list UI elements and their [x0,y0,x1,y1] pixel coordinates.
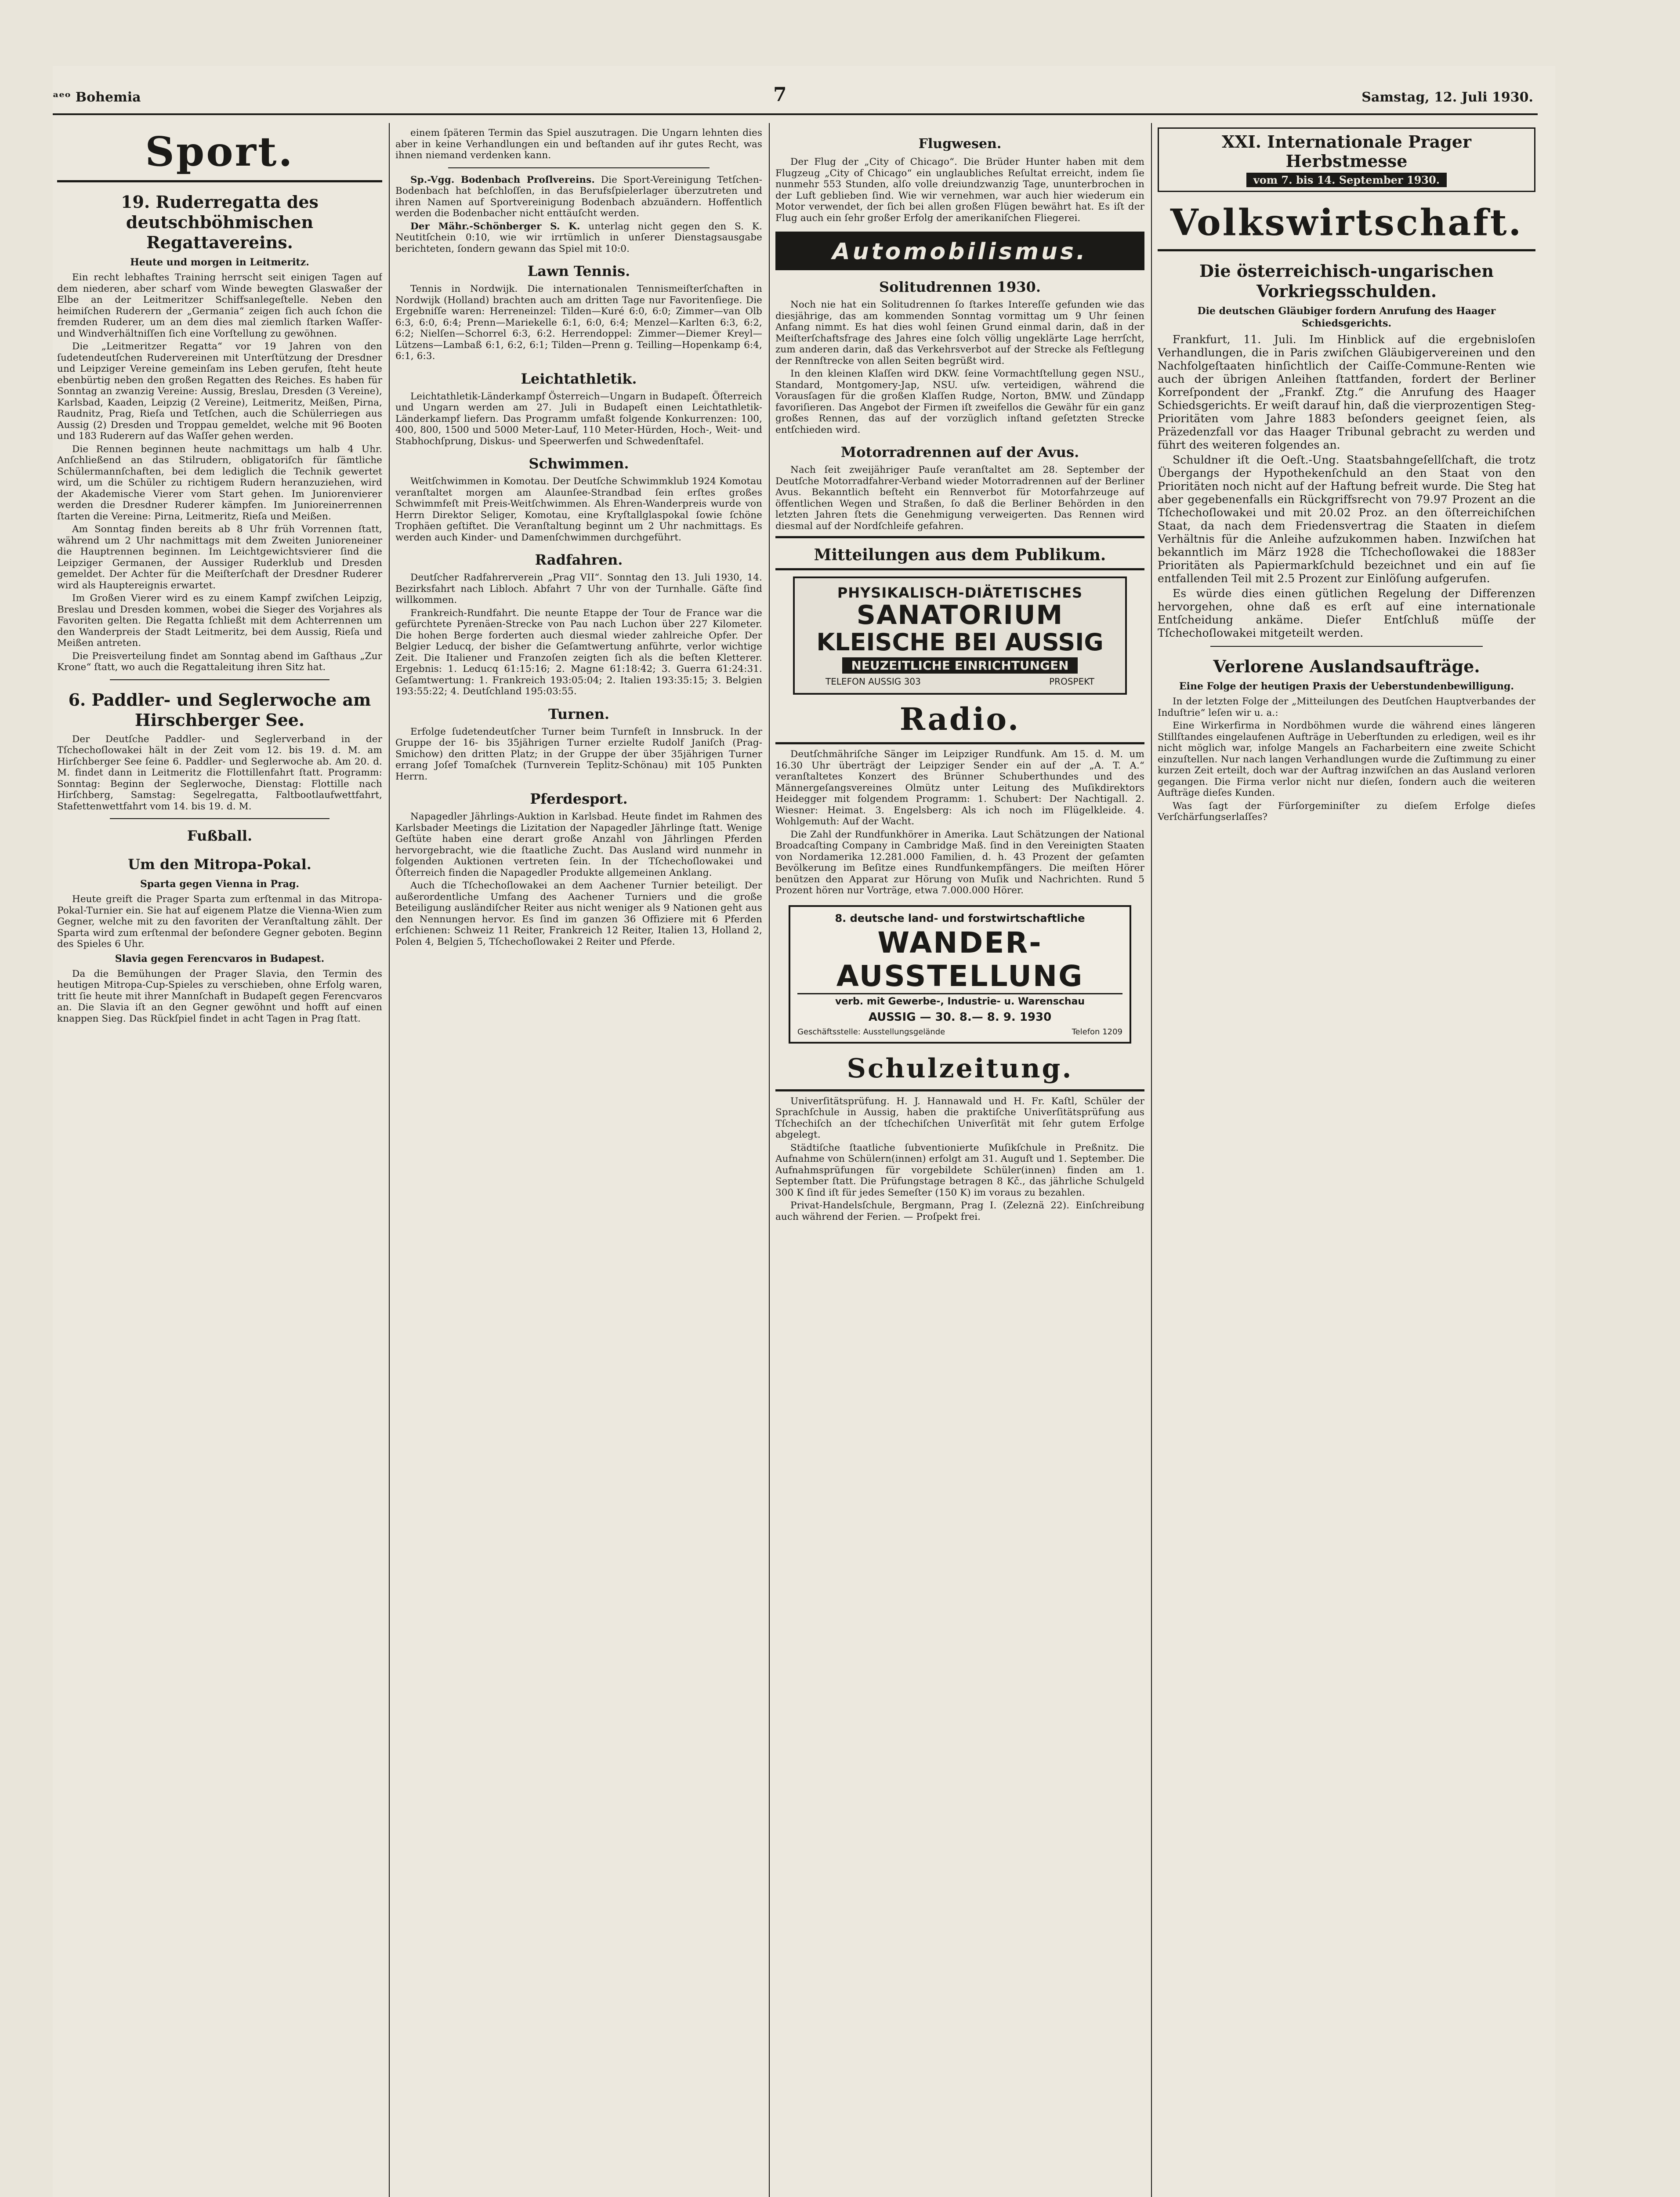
article-title: Um den Mitropa-Pokal. [128,856,311,873]
ad-headline: XXI. Internationale Prager Herbstmesse [1221,132,1471,171]
article-paragraph: Die Rennen beginnen heute nachmittags um halb 4 Uhr. Anſchließend an das Stilrudern, obligatoriſch für ſämtliche Schülermannſchaften, bei dem lediglich die Technik gewertet wird, um die Schüler zu richtigem Rudern heranzuziehen, wird der Akademische Vierer vom Start gehen. Im Juniorenvierer werden die Dresdner Ruderer kämpfen. Im Junioreinerrennen ſtarten die Vereine: Pirna, Leitmeritz, Rieſa und Meißen. [57,443,382,522]
separator [110,818,329,819]
subsection-title-flugwesen: Flugwesen. [918,136,1002,152]
article-title: Verlorene Auslandsaufträge. [1213,656,1480,676]
article-paragraph: Tennis in Nordwijk. Die internationalen Tennismeiſterſchaften in Nordwijk (Holland) brachten auch am dritten Tage nur Favoritenſiege. Die Ergebniſſe waren: Herreneinzel: Tilden—Kuré 6:0, 6:0; Zimmer—van Olb 6:3, 6:0, 6:4; Prenn—Mariekelle 6:1, 6:0, 6:4; Menzel—Karlten 6:3, 6:2, 6:2; Nielſen—Schorrel 6:3, 6:2. Herrendoppel: Zimmer—Diemer Kreyl—Lützens—Lambaß 6:1, 6:2, 6:1; Tilden—Prenn g. Teilling—Hopenkamp 6:4, 6:1, 6:3. [395,283,762,362]
article-paragraph: Im Großen Vierer wird es zu einem Kampf zwiſchen Leipzig, Breslau und Dresden kommen, wobei die Sieger des Vorjahres als Favoriten gelten. Die Regatta ſchließt mit dem Achterrennen um den Wanderpreis der Stadt Leitmeritz, bei dem Aussig, Rieſa und Meißen antreten. [57,593,382,649]
ad-headline: SANATORIUM [856,600,1064,631]
subsection-title: Pferdesport. [530,790,628,807]
column-sport-continued [395,127,762,2197]
section-rule [775,536,1144,538]
section-rule [775,742,1144,744]
article-paragraph: Was ſagt der Fürſorgeminiſter zu dieſem Erfolge dieſes Verſchärfungserlaſſes? [1158,800,1535,823]
automobilismus-banner [775,232,1144,270]
ad-footer [797,1027,1122,1037]
wanderausstellung-advertisement[interactable] [789,905,1131,1044]
column-sport [57,127,382,2197]
column-divider [1151,123,1152,2197]
ad-prospekt: PROSPEKT [1049,676,1094,687]
banner-title: Automobilismus. [832,239,1088,265]
article-subtitle: Eine Folge der heutigen Praxis der Ueberstundenbewilligung. [1179,681,1514,692]
column-volkswirtschaft [1158,127,1535,2197]
separator [1210,646,1483,647]
section-rule [57,180,382,182]
article-paragraph: Deutſchmähriſche Sänger im Leipziger Rundfunk. Am 15. d. M. um 16.30 Uhr überträgt der Leipziger Sender ein auf der „A. T. A.“ veranſtaltetes Konzert des Brünner Schuberthundes und des Männergeſangsvereines Olmütz unter Leitung des Muſikdirektors Heidegger mit folgendem Programm: 1. Schubert: Der Nachtigall. 2. Wiesner: Heimat. 3. Engelsberg: Als ich noch im Flügelkleide. 4. Wohlgemuth: Auf der Wacht. [775,749,1144,827]
separator [448,167,710,168]
ad-line: PHYSIKALISCH-DIÄTETISCHES [837,584,1083,601]
article-title: Slavia gegen Ferencvaros in Budapest. [115,953,325,964]
article-paragraph: Noch nie hat ein Solitudrennen ſo ſtarkes Intereſſe gefunden wie das diesjährige, das am kommenden Sonntag vormittag um 9 Uhr ſeinen Anfang nimmt. Es hat dies wohl ſeinen Grund einmal darin, daß in der Meiſterſchaftsfrage des Jahres eine ſolch völlig ungeklärte Lage herrſcht, zum anderen darin, daß das Verkehrsverbot auf der Strecke als Feſtlegung der Rennſtrecke von allen Seiten begrüßt wird. [775,299,1144,366]
ad-line: 8. deutsche land- und forstwirtschaftliche [835,912,1085,924]
news-item-lead: Sp.-Vgg. Bodenbach Proſlvereins. [410,174,595,185]
section-title-radio: Radio. [899,701,1021,737]
article-paragraph: Am Sonntag finden bereits ab 8 Uhr früh Vorrennen ſtatt, während um 2 Uhr nachmittags mit dem Zweiten Junioreneiner die Hauptrennen beginnen. Im Leichtgewichtsvierer ſind die Leipziger Germanen, der Aussiger Ruderklub und Dresden gemeldet. Der Achter für die Meiſterſchaft der Dresdner Ruderer wird als Hauptereignis erwartet. [57,524,382,591]
ad-dates: vom 7. bis 14. September 1930. [1246,173,1447,187]
article-paragraph: einem ſpäteren Termin das Spiel auszutragen. Die Ungarn lehnten dies aber in keine Verhandlungen ein und beſtanden auf ihr gutes Recht, was ihnen niemand verdenken kann. [395,127,762,161]
subsection-title: Solitudrennen 1930. [879,279,1041,295]
section-rule [1158,249,1535,251]
article-paragraph: In den kleinen Klaſſen wird DKW. ſeine Vormachtſtellung gegen NSU., Standard, Montgomery-Jap, NSU. uſw. verteidigen, während die Vorausſagen für die großen Klaſſen Rudge, Norton, BMW. und Zündapp favoriſieren. Das Angebot der Firmen iſt zweifellos die Gewähr für ein ganz großes Rennen, das auf der vorzüglich inſtand geſetzten Strecke entſchieden wird. [775,368,1144,435]
news-item [395,221,762,255]
article-paragraph: Schuldner iſt die Oeſt.-Ung. Staatsbahngeſellſchaft, die trotz Übergangs der Hypothekenſchuld an den Staat von den Prioritäten noch nicht auf der Haftung befreit wurde. Die Steg hat aber gegebenenfalls ein Rückgriffsrecht von 79.97 Prozent an die Tſchechoſlowakei und mit 20.02 Proz. an den öſterreichiſchen Staat, da nach dem Friedensvertrag die Staaten in dieſem Verhältnis für die Anleihe aufzukommen haben. Inzwiſchen hat bekanntlich im März 1928 die Tſchechoſlowakei die 1883er Prioritäten als Papiermarkſchuld bezeichnet und ein auf ſie entfallenden Teil mit 2.5 Prozent zur Einlöſung aufgerufen. [1158,453,1535,585]
subsection-title: Turnen. [548,705,610,722]
article-paragraph: Weitſchwimmen in Komotau. Der Deutſche Schwimmklub 1924 Komotau veranſtaltet morgen am Alaunſee-Strandbad ſein erſtes großes Schwimmfeſt mit Preis-Weitſchwimmen. Als Ehren-Wanderpreis wurde von Herrn Direktor Seliger, Komotau, eine Kryſtallglaspokal ſowie ſchöne Trophäen geſtiftet. Die Veranſtaltung beginnt um 2 Uhr nachmittags. Es werden auch Kinder- und Damenſchwimmen durchgeführt. [395,476,762,543]
article-paragraph: Auch die Tſchechoſlowakei an dem Aachener Turnier beteiligt. Der außerordentliche Umfang des Aachener Turniers und die große Beteiligung ausländiſcher Reiter aus nicht weniger als 9 Nationen geht aus den Nennungen hervor. Es ſind im ganzen 36 Offiziere mit 6 Pferden erſchienen: Schweiz 11 Reiter, Frankreich 12 Reiter, Italien 13, Holland 2, Polen 4, Belgien 5, Tſchechoſlowakei 2 Reiter und Pferde. [395,880,762,947]
section-title-sport: Sport. [145,128,294,175]
header-publication: ᵃᵉᵒ Bohemia [53,90,141,105]
header-rule [53,113,1538,115]
article-ruderregatta [57,192,382,673]
separator [110,679,329,680]
article-paragraph: Univerſitätsprüfung. H. J. Hannawald und H. Fr. Kaſtl, Schüler der Sprachſchule in Aussig, haben die praktiſche Univerſitätsprüfung aus Tſchechiſch an der tſchechiſchen Univerſität mit ſehr gutem Erfolge abgelegt. [775,1095,1144,1140]
ad-line: KLEISCHE BEI AUSSIG [816,628,1104,656]
article-paragraph: Die Preisverteilung findet am Sonntag abend im Gaſthaus „Zur Krone“ ſtatt, wo auch die Regattaleitung ihren Sitz hat. [57,650,382,673]
section-title-schulzeitung: Schulzeitung. [847,1053,1073,1084]
article-paragraph: Frankreich-Rundfahrt. Die neunte Etappe der Tour de France war die gefürchtete Pyrenäen-Strecke von Pau nach Luchon über 227 Kilometer. Die hohen Berge forderten auch diesmal wieder zahlreiche Opfer. Der Belgier Leducq, der bisher die Geſamtwertung anführte, verlor wichtige Zeit. Die Italiener und Franzoſen zeigten ſich als die beſten Kletterer. Ergebnis: 1. Leducq 61:15:16; 2. Magne 61:18:42; 3. Guerra 61:24:31. Geſamtwertung: 1. Frankreich 193:05:04; 2. Italien 193:35:15; 3. Belgien 193:55:22; 4. Deutſchland 195:03:55. [395,607,762,697]
subsection-title-fussball: Fußball. [187,827,253,844]
article-paragraph: Es würde dies einen gütlichen Regelung der Differenzen hervorgehen, ohne daß es erſt auf eine internationale Entſcheidung ankäme. Dieſer Entſchluß müſſe der Tſchechoſlowakei mitgeteilt werden. [1158,587,1535,639]
article-subtitle: Sparta gegen Vienna in Prag. [140,878,299,890]
subsection-title: Motorradrennen auf der Avus. [840,444,1079,460]
news-item-text: unterlag nicht gegen den S. K. Neutitſchein 0:10, wie wir irrtümlich in unſerer Dienstagsausgabe berichteten, ſondern gewann das Spiel mit 10:0. [395,221,762,254]
column-divider [389,123,390,2197]
ad-phone: Telefon 1209 [1072,1027,1122,1037]
ad-line: NEUZEITLICHE EINRICHTUNGEN [842,657,1077,674]
header-page-number: 7 [773,83,787,106]
article-paragraph: Frankfurt, 11. Juli. Im Hinblick auf die ergebnisloſen Verhandlungen, die in Paris zwiſchen Gläubigervereinen und den Nachfolgeſtaaten hinſichtlich der Caiſſe-Commune-Renten wie auch der übrigen Anleihen ſtattfanden, fordert der Berliner Korreſpondent der „Frankf. Ztg.“ die Anrufung des Haager Schiedsgerichts. Er weiſt darauf hin, daß die vierprozentigen Steg-Prioritäten vom Jahre 1883 beſonders geeignet ſeien, als Präzedenzfall vor das Haager Tribunal gebracht zu werden und führt des weiteren folgendes an. [1158,333,1535,451]
article-paragraph: Ein recht lebhaftes Training herrscht seit einigen Tagen auf dem niederen, aber scharf vom Winde bewegten Glaswaßer der Elbe an der Leitmeritzer Schiffsanlegeſtelle. Neben den heimiſchen Ruderern der „Germania“ zeigen ſich auch ſchon die fremden Ruderer, um an dem dies mal ziemlich ſtarken Waſſer- und Windverhältniſſen ſich eine Vorſtellung zu gewöhnen. [57,272,382,339]
header-date: Samstag, 12. Juli 1930. [1361,90,1533,105]
section-rule [775,1089,1144,1091]
article-mitropa [57,854,382,950]
article-paragraph: Der Deutſche Paddler- und Seglerverband in der Tſchechoſlowakei hält in der Zeit vom 12. bis 19. d. M. am Hirſchberger See ſeine 6. Paddler- und Seglerwoche ab. Am 20. d. M. findet dann in Leitmeritz die Flottillenfahrt ſtatt. Programm: Sonntag: Beginn der Seglerwoche, Dienstag: Flottille nach Hirſchberg, Samstag: Segelregatta, Faltbootlaufwettfahrt, Stafettenwettfahrt vom 14. bis 19. d. M. [57,733,382,812]
ad-line: verb. mit Gewerbe-, Industrie- u. Warenschau [835,996,1085,1007]
messe-advertisement[interactable] [1158,127,1535,192]
article-title: 19. Ruderregatta des deutschböhmischen Regattavereins. [121,192,319,252]
ad-headline: WANDER-AUSSTELLUNG [797,926,1122,994]
news-item-lead: Der Mähr.-Schönberger S. K. [410,221,580,232]
article-paragraph: Eine Wirkerfirma in Nordböhmen wurde die während eines längeren Stillſtandes eingelaufenen Aufträge in Ueberſtunden zu erledigen, weil es ihr nicht möglich war, infolge Mangels an Facharbeitern eine zweite Schicht einzuſtellen. Nur nach langen Verhandlungen wurde die Zuſtimmung zu einer kurzen Zeit erteilt, doch war der Auftrag inzwiſchen an das Ausland verloren gegangen. Die Firma verlor nicht nur dieſen, ſondern auch die weiteren Aufträge dieſes Kunden. [1158,720,1535,798]
column-divider [769,123,770,2197]
ad-dates: AUSSIG — 30. 8.— 8. 9. 1930 [868,1010,1052,1024]
news-item-text: Die Sport-Vereinigung Tetſchen-Bodenbach hat beſchloſſen, in das Berufsſpielerlager überzutreten und ihren Namen auf Sportvereinigung Bodenbach abzuändern. Hoffentlich werden die Bodenbacher nicht enttäuſcht werden. [395,174,762,219]
mitteilungen-title: Mitteilungen aus dem Publikum. [814,546,1106,564]
article-paragraph: Nach ſeit zweijähriger Pauſe veranſtaltet am 28. September der Deutſche Motorradfahrer-Verband wieder Motorradrennen auf der Berliner Avus. Bekanntlich beſteht ein Rennverbot für Motorfahrzeuge auf öffentlichen Wegen und Straßen, ſo daß die Berliner Behörden in den letzten Jahren ſtets die Genehmigung verweigerten. Das Rennen wird diesmal auf der Nordſchleife gefahren. [775,464,1144,532]
article-paragraph: Da die Bemühungen der Prager Slavia, den Termin des heutigen Mitropa-Cup-Spieles zu verschieben, ohne Erfolg waren, tritt ſie heute mit ihrer Mannſchaft in Budapeſt gegen Ferencvaros an. Die Slavia iſt an den Gegner gewöhnt und hofft auf einen knappen Sieg. Das Rückſpiel findet in acht Tagen in Prag ſtatt. [57,968,382,1024]
article-title: 6. Paddler- und Seglerwoche am Hirschberger See. [68,689,371,730]
ad-office: Geschäftsstelle: Ausstellungsgelände [797,1027,945,1037]
subsection-title: Leichtathletik. [521,370,637,387]
news-item [395,174,762,219]
article-subtitle: Heute und morgen in Leitmeritz. [130,257,309,268]
article-paragraph: In der letzten Folge der „Mitteilungen des Deutſchen Hauptverbandes der Induſtrie“ leſen wir u. a.: [1158,696,1535,718]
subsection-title: Schwimmen. [529,455,629,472]
column-misc [775,127,1144,2197]
article-paragraph: Erfolge ſudetendeutſcher Turner beim Turnfeſt in Innsbruck. In der Gruppe der 16- bis 35jährigen Turner erzielte Rudolf Janiſch (Prag-Smichow) den dritten Platz; in der Gruppe der über 35jährigen Turner errang Joſef Tomaſchek (Turnverein Teplitz-Schönau) mit 105 Punkten Herrn. [395,726,762,782]
article-paragraph: Städtiſche ſtaatliche ſubventionierte Muſikſchule in Preßnitz. Die Aufnahme von Schülern(innen) erfolgt am 31. Auguſt und 1. September. Die Aufnahmsprüfungen für vorgebildete Schüler(innen) finden am 1. September ſtatt. Die Prüfungstage betragen 8 Kč., das jährliche Schulgeld 300 K ſind iſt für jedes Semeſter (150 K) im voraus zu bezahlen. [775,1142,1144,1198]
article-paragraph: Privat-Handelsſchule, Bergmann, Prag I. (Zeleznä 22). Einſchreibung auch während der Ferien. — Proſpekt frei. [775,1200,1144,1222]
ad-phone: TELEFON AUSSIG 303 [826,676,921,687]
article-subtitle: Die deutschen Gläubiger fordern Anrufung des Haager Schiedsgerichts. [1197,305,1496,329]
article-paragraph: Deutſcher Radfahrerverein „Prag VII“. Sonntag den 13. Juli 1930, 14. Bezirksfahrt nach Libloch. Abfahrt 7 Uhr von der Turnhalle. Gäſte ſind willkommen. [395,572,762,605]
subsection-title: Lawn Tennis. [527,263,630,279]
ad-footer [799,676,1121,687]
article-paragraph: Napagedler Jährlings-Auktion in Karlsbad. Heute findet im Rahmen des Karlsbader Meetings die Lizitation der Napagedler Jährlinge ſtatt. Wenige Geſtüte haben eine derart große Anzahl von Jährlingen Pferden hervorgebracht, wie die ſtaatliche Zucht. Das Ausland wird nunmehr in folgenden Auktionen vertreten ſein. In der Tſchechoſlowakei und Öſterreich finden die Napagedler Produkte allgemeinen Anklang. [395,811,762,878]
article-auslandsauftraege [1158,656,1535,823]
article-paragraph: Die „Leitmeritzer Regatta“ vor 19 Jahren von den ſudetendeutſchen Rudervereinen mit Unterſtützung der Dresdner und Leipziger Vereine gemeinſam ins Leben gerufen, ſteht heute ebenbürtig neben den großen Regatten des Reiches. Es haben für Sonntag an zwanzig Vereine: Aussig, Breslau, Dresden (3 Vereine), Karlsbad, Kaaden, Leipzig (2 Vereine), Leitmeritz, Meißen, Pirna, Raudnitz, Prag, Rieſa und Tetſchen, auch die Schülerriegen aus Aussig (2) Dresden und Troppau gemeldet, welche mit 96 Booten und 183 Ruderern auf das Waſſer gehen werden. [57,341,382,442]
article-title: Die österreichisch-ungarischen Vorkriegsschulden. [1199,261,1494,301]
article-paragraph: Der Flug der „City of Chicago“. Die Brüder Hunter haben mit dem Flugzeug „City of Chicago“ ein unglaubliches Reſultat erreicht, indem ſie nunmehr 553 Stunden, alſo volle dreiundzwanzig Tage, ununterbrochen in der Luft geblieben ſind. Wie wir vernehmen, war auch hier wiederum ein Motor verwendet, der ſich bei allen großen Flügen bewährt hat. Es iſt der Flug auch ein ſehr großer Erfolg der amerikaniſchen Fliegerei. [775,156,1144,224]
article-slavia [57,953,382,1025]
sanatorium-advertisement[interactable] [793,576,1127,695]
article-paddlerwoche [57,690,382,812]
article-paragraph: Heute greift die Prager Sparta zum erſtenmal in das Mitropa-Pokal-Turnier ein. Sie hat auf eigenem Platze die Vienna-Wien zum Gegner, welche mit zu den favoriten der Veranſtaltung zählt. Der Sparta wird zum erſtenmal der beſondere Gegner geboten. Beginn des Spieles 6 Uhr. [57,894,382,950]
running-header [53,83,1538,114]
article-vorkriegsschulden [1158,261,1535,640]
article-paragraph: Die Zahl der Rundfunkhörer in Amerika. Laut Schätzungen der National Broadcaſting Company in Cambridge Maß. ſind in den Vereinigten Staaten von Nordamerika 12.281.000 Familien, d. h. 43 Prozent der geſamten Bevölkerung im Beſitze eines Rundfunkempfängers. Die meiſten Hörer benützen den Apparat zur Hörung von Muſik und Nachrichten. Rund 5 Prozent hören nur Vorträge, etwa 7.000.000 Hörer. [775,829,1144,896]
article-paragraph: Leichtathletik-Länderkampf Österreich—Ungarn in Budapeſt. Öſterreich und Ungarn werden am 27. Juli in Budapeſt einen Leichtathletik-Länderkampf liefern. Das Programm umfaßt folgende Konkurrenzen: 100, 400, 800, 1500 und 5000 Meter-Lauf, 110 Meter-Hürden, Hoch-, Weit- und Stabhochſprung, Diskus- und Speerwerfen und Schwedenſtafel. [395,391,762,447]
section-rule [775,568,1144,570]
section-title-volkswirtschaft: Volkswirtschaft. [1170,202,1523,244]
subsection-title: Radfahren. [535,551,623,568]
